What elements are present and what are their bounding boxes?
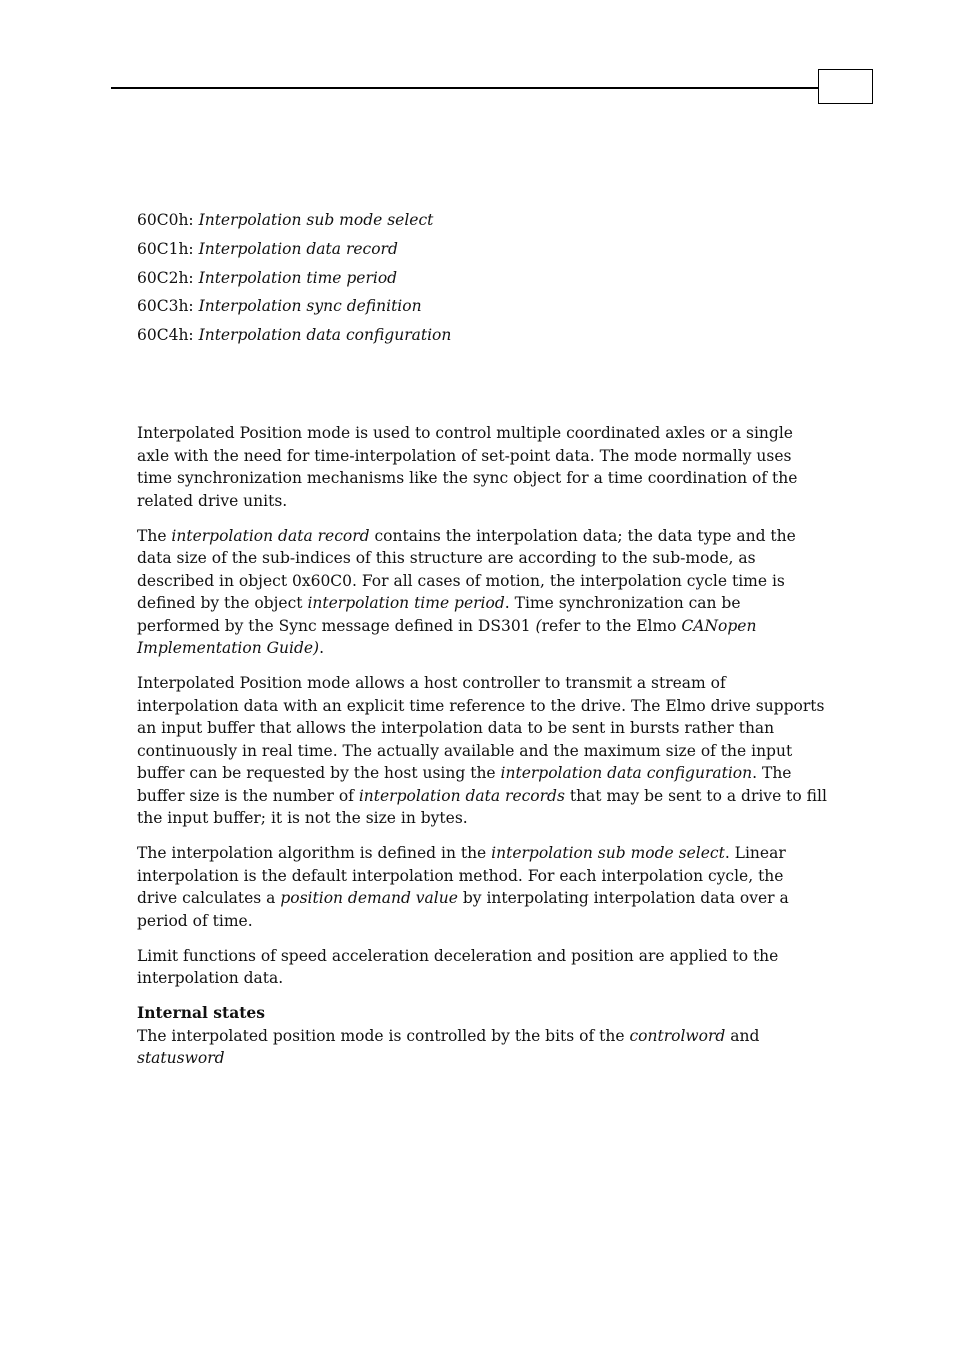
text: The [137,526,172,545]
paragraph-algorithm [137,842,827,932]
object-item [137,321,451,350]
object-name: Interpolation sub mode select [198,211,434,229]
page-number-box [818,69,873,104]
text: that may be sent to a drive to fill the input buffer; it is not the size in bytes. [137,786,827,827]
text: contains the interpolation data; the data type and the data size of the sub-indices of this structure are according to the sub-mode, as described in object 0x60C0. For all cases of motion, the interpolation cycle time is defined by the object [137,526,796,612]
object-name: Interpolation time period [198,268,398,287]
object-code: 60C1h: [137,239,194,258]
text: Interpolated Position mode allows a host controller to transmit a stream of interpolation data with an explicit time reference to the drive. The Elmo drive supports an input buffer that allows the interpolation data to be sent in bursts rather than continuously in real time. The actually available and the maximum size of the input buffer can be requested by the host using the [137,674,825,782]
text: by interpolating interpolation data over a period of time. [137,889,789,930]
term: interpolation sub mode select [491,844,725,862]
text: The interpolation algorithm is defined in the [137,844,492,862]
object-item [137,292,451,321]
section-heading: Internal states [137,1003,265,1022]
term: ( [535,616,542,635]
paragraph-internal-states [137,1025,827,1070]
object-item [137,264,451,293]
paragraph-intro: Interpolated Position mode is used to control multiple coordinated axles or a single axle with the need for time-interpolation of set-point data. The mode normally uses time synchronization mechanisms like the sync object for a time coordination of the related drive units. [137,424,798,510]
term: interpolation data record [171,526,370,545]
paragraph-buffer [137,672,827,830]
text: . The buffer size is the number of [137,764,792,805]
object-name: Interpolation data configuration [198,326,452,345]
text: The interpolated position mode is controlled by the bits of the [137,1026,630,1045]
object-code: 60C2h: [137,268,194,287]
object-code: 60C0h: [137,211,194,229]
term: position demand value [280,889,458,907]
object-code: 60C3h: [137,297,194,316]
paragraph-limits: Limit functions of speed acceleration deceleration and position are applied to the interpolation data. [137,946,779,987]
text: . Time synchronization can be performed by the Sync message defined in DS301 [137,594,741,635]
body-text [137,422,827,1082]
term: interpolation time period [307,594,505,612]
term: statusword [137,1049,225,1067]
header-rule [111,87,819,89]
term: interpolation data records [358,786,565,805]
object-item [137,235,451,264]
term: CANopen Implementation Guide) [137,616,757,657]
object-item [137,206,451,235]
object-name: Interpolation data record [198,239,398,258]
object-code: 60C4h: [137,326,194,345]
object-name: Interpolation sync definition [198,297,422,316]
text: refer to the Elmo [541,616,682,635]
text: and [725,1026,760,1045]
term: interpolation data configuration [500,764,753,782]
text: . [319,639,325,657]
object-list [137,206,451,350]
term: controlword [629,1026,726,1045]
text: . Linear interpolation is the default interpolation method. For each interpolation cycle, the drive calculates a [137,844,786,907]
paragraph-data-record [137,525,827,660]
